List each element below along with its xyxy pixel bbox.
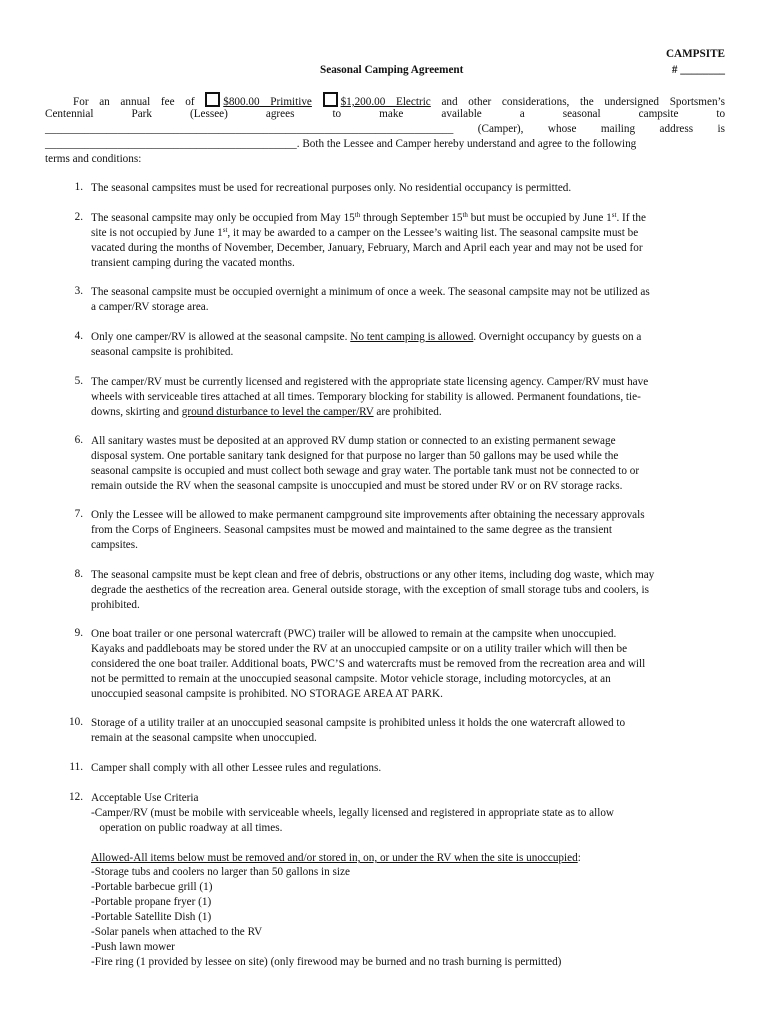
allowed-item: -Portable Satellite Dish (1) — [91, 911, 212, 923]
intro-line-4: _____________________________________________. Both the Lessee and Camper hereby understand and agree to the following — [45, 138, 637, 150]
document-title: Seasonal Camping Agreement — [320, 64, 464, 76]
allowed-item: -Portable propane fryer (1) — [91, 896, 212, 908]
allowed-item: -Push lawn mower — [91, 941, 175, 953]
intro-line-2: Centennial Park (Lessee) agrees to make available a seasonal campsite to — [45, 108, 726, 120]
allowed-item: -Storage tubs and coolers no larger than 50 gallons in size — [91, 866, 350, 878]
intro-line-5: terms and conditions: — [45, 153, 142, 165]
document-page: CAMPSITE # ________ Seasonal Camping Agreement For an annual fee of $800.00 Primitive $1,200.00 Electric and other considerations, the undersigned Sportsmen’s Centennial Park (Lessee) agrees to make available a seasonal campsite to _________________________________________________________________________ (Camper), whose mailing address is _____________________________________________. Both the Lessee and Camper hereby understand and agree to the following terms and conditions: 1. The seasonal campsites must be used for recreational purposes only. No residential occupancy is permitted. 2. The seasonal campsite may only be occupied from May 15th through September 15th but must be occupied by June 1st. If the site is not occupied by June 1st, it may be awarded to a camper on the Lessee’s waiting list. The seasonal campsite must be vacated during the months of November, December, January, February, March and April each year and may not be used for transient camping during the vacated months. 3. The seasonal campsite must be occupied overnight a minimum of once a week. The seasonal campsite may not be utilized as a camper/RV storage area. 4. Only one camper/RV is allowed at the seasonal campsite. No tent camping is allowed. Overnight occupancy by guests on a seasonal campsite is prohibited. 5. The camper/RV must be currently licensed and registered with the appropriate state licensing agency. Camper/RV must have wheels with serviceable tires attached at all times. Temporary blocking for stability is allowed. Permanent foundations, tie- downs, skirting and ground disturbance to level the camper/RV are prohibited. 6. All sanitary wastes must be deposited at an approved RV dump station or connected to an existing permanent sewage disposal system. One portable sanitary tank designed for that purpose no larger than 50 gallons may be used while the seasonal campsite is occupied and must collect both sewage and gray water. The portable tank must not be connected to or remain outside the RV when the seasonal campsite is unoccupied and must be stored under RV or on RV storage racks. 7. Only the Lessee will be allowed to make permanent campground site improvements after obtaining the necessary approvals from the Corps of Engineers. Seasonal campsites must be mowed and maintained to the same degree as the transient campsites. 8. The seasonal campsite must be kept clean and free of debris, obstructions or any other items, including dog waste, which may degrade the aesthetics of the recreation area. General outside storage, with the exception of small storage tubs and coolers, is prohibited. 9. One boat trailer or one personal watercraft (PWC) trailer will be allowed to remain at the campsite when unoccupied. Kayaks and paddleboats may be stored under the RV at an unoccupied campsite or on a utility trailer which will then be considered the one boat trailer. Additional boats, PWC’S and watercrafts must be removed from the recreation area and will not be permitted to remain at the unoccupied seasonal campsite. Motor vehicle storage, including motorcycles, at an unoccupied seasonal campsite is prohibited. NO STORAGE AREA AT PARK. 10. Storage of a utility trailer at an unoccupied seasonal campsite is prohibited unless it holds the one watercraft allowed to remain at the seasonal campsite when unoccupied. 11. Camper shall comply with all other Lessee rules and regulations. 12. Acceptable Use Criteria -Camper/RV (must be mobile with serviceable wheels, legally licensed and registered in appropriate state as to allow operation on public roadway at all times. Allowed-All items below must be removed and/or stored in, on, or under the RV when the site is unoccupied: -Storage tubs and coolers no larger than 50 gallons in size -Portable barbecue grill (1) -Portable propane fryer (1) -Portable Satellite Dish (1) -Solar panels when attached to the RV -Push lawn mower -Fire ring (1 provided by lessee on site) (only firewood may be burned and no trash burning is permitted) — [45, 48, 726, 968]
campsite-number: # ________ — [671, 64, 725, 76]
allowed-item: -Portable barbecue grill (1) — [91, 881, 213, 893]
camper-name-blank[interactable]: _________________________________________________________________________ — [45, 123, 454, 135]
intro-text-b: and other considerations, the undersigned Sportsmen’s — [441, 96, 726, 108]
electric-checkbox[interactable] — [323, 92, 338, 107]
allowed-heading: Allowed-All items below must be removed and/or stored in, on, or under the RV when the site is unoccupied: — [91, 852, 581, 864]
option-primitive: $800.00 Primitive — [223, 96, 312, 108]
campsite-block — [657, 46, 725, 78]
intro-text-a: For an annual fee of — [73, 96, 195, 108]
option-electric: $1,200.00 Electric — [340, 96, 431, 108]
primitive-checkbox[interactable] — [205, 92, 220, 107]
intro-line-3: _________________________________________________________________________ (Camper), whose mailing address is — [45, 123, 726, 135]
allowed-item: -Fire ring (1 provided by lessee on site) (only firewood may be burned and no trash burning is permitted) — [91, 956, 562, 968]
allowed-item: -Solar panels when attached to the RV — [91, 926, 263, 938]
campsite-label: CAMPSITE — [665, 48, 725, 60]
